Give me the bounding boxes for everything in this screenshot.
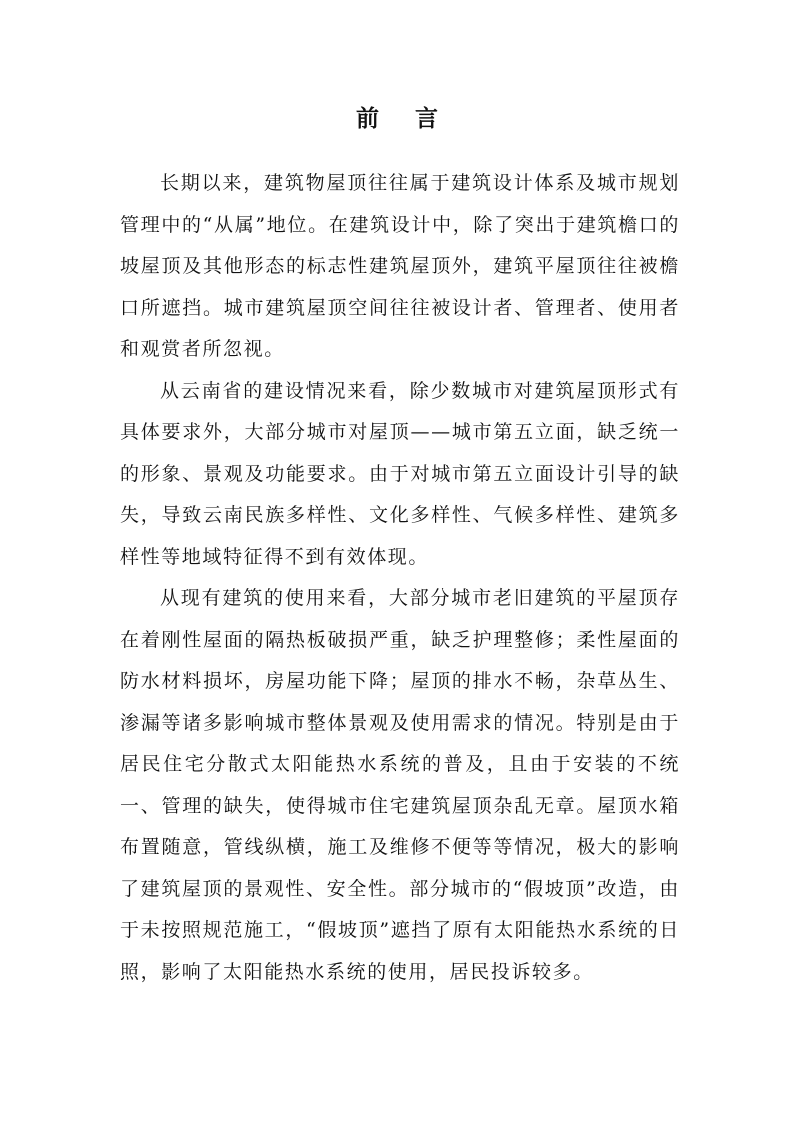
page-title: 前 言 [355,105,452,132]
paragraph-3: 从现有建筑的使用来看，大部分城市老旧建筑的平屋顶存在着刚性屋面的隔热板破损严重，缺乏护理整修；柔性屋面的防水材料损坏，房屋功能下降；屋顶的排水不畅，杂草丛生、渗漏等诸多影响城市整体景观及使用需求的情况。特别是由于居民住宅分散式太阳能热水系统的普及，且由于安装的不统一、管理的缺失，使得城市住宅建筑屋顶杂乱无章。屋顶水箱布置随意，管线纵横，施工及维修不便等等情况，极大的影响了建筑屋顶的景观性、安全性。部分城市的“假坡顶”改造，由于未按照规范施工，“假坡顶”遮挡了原有太阳能热水系统的日照，影响了太阳能热水系统的使用，居民投诉较多。 [120,587,680,983]
document-body [120,163,680,993]
paragraph-2: 从云南省的建设情况来看，除少数城市对建筑屋顶形式有具体要求外，大部分城市对屋顶——城市第五立面，缺乏统一的形象、景观及功能要求。由于对城市第五立面设计引导的缺失，导致云南民族多样性、文化多样性、气候多样性、建筑多样性等地域特征得不到有效体现。 [120,379,680,568]
paragraph-1: 长期以来，建筑物屋顶往往属于建筑设计体系及城市规划管理中的“从属”地位。在建筑设计中，除了突出于建筑檐口的坡屋顶及其他形态的标志性建筑屋顶外，建筑平屋顶往往被檐口所遮挡。城市建筑屋顶空间往往被设计者、管理者、使用者和观赏者所忽视。 [120,172,680,360]
